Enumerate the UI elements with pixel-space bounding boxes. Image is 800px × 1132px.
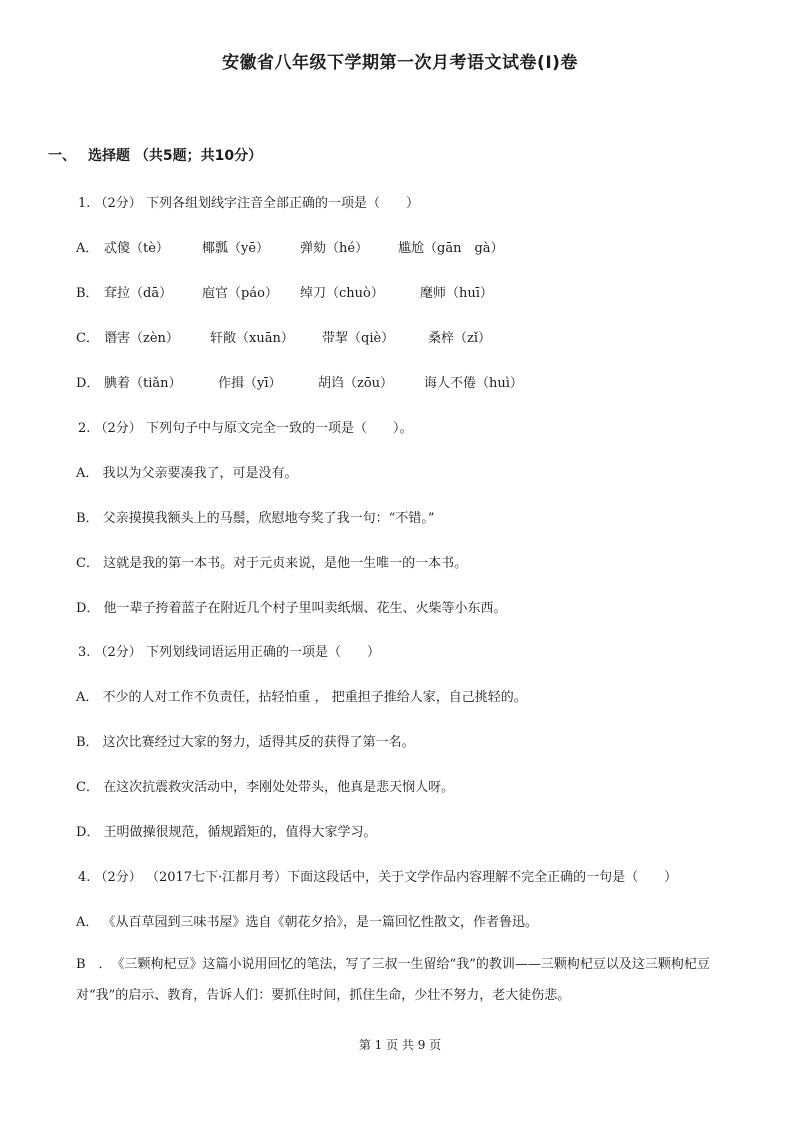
- option-row: [76, 282, 493, 301]
- option-item: 庖官（páo）: [202, 286, 278, 301]
- section-label: 选择题 （共5题；共10分）: [88, 148, 263, 164]
- option-item: 带挈（qiè）: [322, 331, 395, 346]
- option-line: B． 这次比赛经过大家的努力，适得其反的获得了第一名。: [76, 735, 415, 750]
- question-stem: 3. （2分） 下列划线词语运用正确的一项是（ ）: [78, 645, 380, 660]
- question-stem: 2. （2分） 下列句子中与原文完全一致的一项是（ ）。: [78, 421, 413, 436]
- option-item: 忒傻（tè）: [104, 241, 169, 256]
- option-line: D． 他一辈子挎着蓝子在附近几个村子里叫卖纸烟、花生、火柴等小东西。: [76, 601, 507, 616]
- option-label: B．: [76, 286, 99, 301]
- section-number: 一、: [48, 148, 76, 164]
- option-row: [76, 327, 491, 346]
- option-item: 耷拉（dā）: [104, 286, 173, 301]
- option-item: 尴尬（gān gà）: [398, 241, 504, 256]
- option-item: 作揖（yī）: [218, 376, 282, 391]
- question-stem: 4. （2分） （2017七下·江都月考）下面这段话中，关于文学作品内容理解不完全正确的一句是（ ）: [78, 870, 678, 885]
- option-line: C． 这就是我的第一本书。对于元贞来说，是他一生唯一的一本书。: [76, 556, 468, 571]
- option-line: A． 我以为父亲要凑我了，可是没有。: [76, 466, 298, 481]
- page-title: 安徽省八年级下学期第一次月考语文试卷(I)卷: [222, 53, 578, 73]
- option-item: 麾师（huī）: [420, 286, 493, 301]
- option-line: D． 王明做操很规范，循规蹈矩的，值得大家学习。: [76, 825, 377, 840]
- option-label: D．: [76, 376, 100, 391]
- option-row: [76, 372, 523, 391]
- option-line: C． 在这次抗震救灾活动中，李刚处处带头，他真是悲天悯人呀。: [76, 780, 455, 795]
- question-stem: 1. （2分） 下列各组划线字注音全部正确的一项是（ ）: [78, 196, 419, 211]
- option-line: A． 不少的人对工作不负责任，拈轻怕重 ， 把重担子推给人家，自己挑轻的。: [76, 690, 527, 705]
- option-label: C．: [76, 331, 99, 346]
- option-item: 桑梓（zǐ）: [428, 331, 492, 346]
- option-item: 谮害（zèn）: [104, 331, 179, 346]
- page-footer: 第 1 页 共 9 页: [358, 1038, 442, 1052]
- option-item: 腆着（tiǎn）: [104, 376, 182, 391]
- option-item: 轩敞（xuān）: [210, 331, 294, 346]
- option-item: 胡诌（zōu）: [318, 376, 394, 391]
- option-item: 诲人不倦（huì）: [424, 376, 523, 391]
- option-item: 绰刀（chuò）: [300, 286, 384, 301]
- option-item: 椰瓢（yē）: [202, 241, 270, 256]
- option-label: A．: [76, 241, 99, 256]
- option-line: B． 父亲摸摸我额头上的马鬃，欣慰地夸奖了我一句：“不错。”: [76, 511, 435, 526]
- section-heading: [48, 145, 262, 165]
- option-row: [76, 237, 504, 256]
- option-item: 弹劾（hé）: [300, 241, 369, 256]
- option-line: A． 《从百草园到三味书屋》选自《朝花夕拾》，是一篇回忆性散文，作者鲁迅。: [76, 915, 539, 930]
- option-paragraph: B ． 《三颗枸杞豆》这篇小说用回忆的笔法，写了三叔一生留给“我”的教训——三颗枸杞豆以及这三颗枸杞豆对“我”的启示、教育，告诉人们：要抓住时间，抓住生命，少壮不努力，老大徒伤悲。: [76, 957, 710, 1003]
